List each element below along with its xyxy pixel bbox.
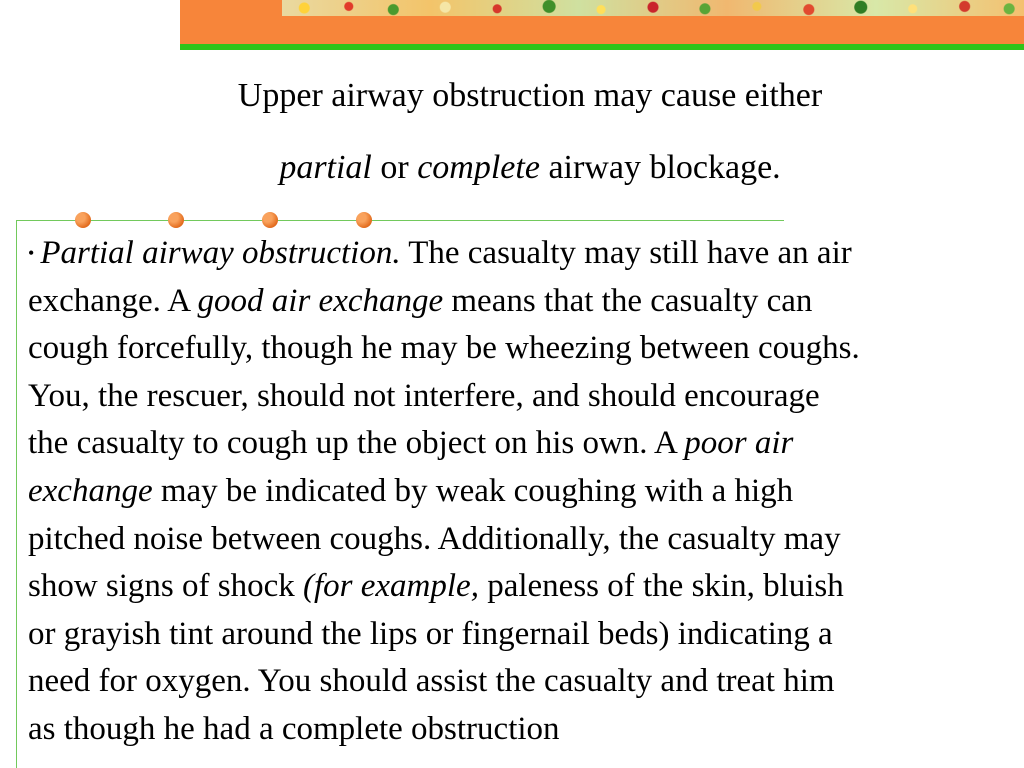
slide-title	[100, 60, 960, 204]
title-partial: partial	[279, 149, 372, 186]
body-text-run: show signs of shock	[28, 568, 304, 605]
body-line	[28, 658, 1024, 706]
decorative-dot-3	[262, 212, 278, 228]
body-text-run: The casualty may still have an air	[400, 235, 852, 271]
body-text	[28, 230, 1024, 754]
body-text-run: need for oxygen. You should assist the casualty and treat him	[28, 663, 835, 700]
floral-strip-image	[282, 0, 1024, 16]
body-text-run: You, the rescuer, should not interfere, and should encourage	[28, 377, 820, 414]
body-line	[28, 420, 1024, 468]
body-text-run: may be indicated by weak coughing with a high	[152, 472, 794, 509]
header-banner	[180, 0, 1024, 44]
decorative-dot-1	[75, 212, 91, 228]
decorative-dot-4	[356, 212, 372, 228]
body-line	[28, 563, 1024, 611]
body-emphasis: Partial airway obstruction.	[40, 235, 401, 271]
body-line	[28, 278, 1024, 326]
body-text-run: cough forcefully, though he may be wheezing between coughs.	[28, 330, 860, 367]
decorative-dot-2	[168, 212, 184, 228]
body-emphasis: exchange	[28, 472, 153, 509]
body-emphasis: poor air	[684, 425, 794, 462]
body-emphasis: (for example,	[303, 568, 479, 605]
body-text-run: the casualty to cough up the object on his own. A	[28, 425, 685, 462]
title-line-1: Upper airway obstruction may cause either	[237, 77, 823, 114]
body-text-run: as though he had a complete obstruction	[28, 710, 560, 747]
body-line	[28, 325, 1024, 373]
body-line	[28, 468, 1024, 516]
title-rest: airway blockage.	[539, 149, 781, 186]
body-text-run: exchange. A	[28, 282, 198, 319]
body-text-run: paleness of the skin, bluish	[478, 568, 844, 605]
title-complete: complete	[417, 149, 540, 186]
body-line	[28, 373, 1024, 421]
body-text-run: or grayish tint around the lips or fingernail beds) indicating a	[28, 615, 833, 652]
header-green-rule	[180, 44, 1024, 50]
body-text-run: means that the casualty can	[443, 282, 813, 319]
body-line	[28, 611, 1024, 659]
body-line	[28, 516, 1024, 564]
body-line	[28, 230, 1024, 278]
body-emphasis: good air exchange	[197, 282, 444, 319]
bullet-icon: •	[28, 243, 35, 263]
body-line	[28, 706, 1024, 754]
title-or: or	[371, 149, 418, 186]
frame-left-line	[16, 220, 17, 768]
title-line-2	[100, 132, 960, 204]
frame-top-line	[16, 220, 784, 221]
body-text-run: pitched noise between coughs. Additionally, the casualty may	[28, 520, 841, 557]
